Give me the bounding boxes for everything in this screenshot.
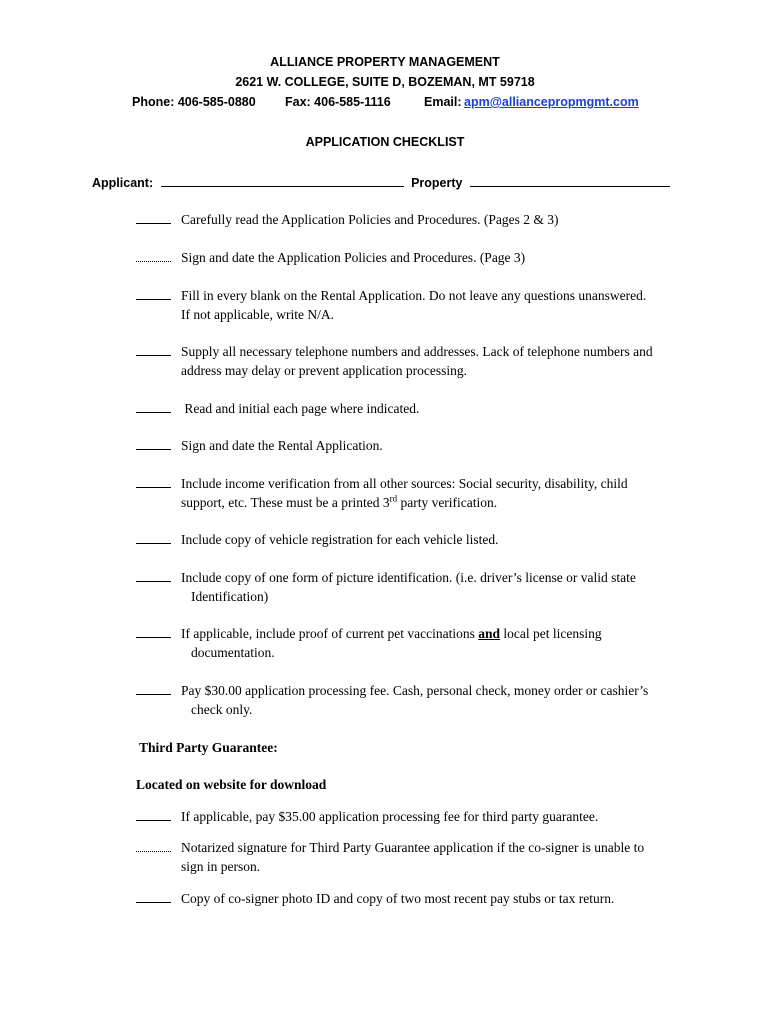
checklist-item — [136, 568, 696, 606]
checklist-item — [136, 530, 696, 549]
email-link[interactable]: apm@alliancepropmgmt.com — [464, 95, 639, 109]
property-label: Property — [411, 176, 463, 190]
item-text: Include copy of vehicle registration for each vehicle listed. — [181, 532, 499, 547]
checklist-item — [136, 474, 696, 512]
item-text-continued: Identification) — [191, 589, 269, 604]
check-blank[interactable] — [136, 851, 171, 852]
item-text: Sign and date the Rental Application. — [181, 438, 383, 453]
page-title: APPLICATION CHECKLIST — [305, 135, 465, 149]
company-address: 2621 W. COLLEGE, SUITE D, BOZEMAN, MT 59718 — [235, 75, 535, 89]
check-blank[interactable] — [136, 261, 171, 262]
item-text: Include copy of one form of picture identification. (i.e. driver’s license or valid state — [181, 570, 636, 585]
item-text: Fill in every blank on the Rental Application. Do not leave any questions unanswered. — [181, 288, 647, 303]
check-blank[interactable] — [136, 355, 171, 356]
check-blank[interactable] — [136, 223, 171, 224]
checklist-item — [136, 681, 696, 719]
applicant-label: Applicant: — [92, 176, 154, 190]
item-text: Supply all necessary telephone numbers and addresses. Lack of telephone numbers and — [181, 344, 653, 359]
item-text-continued: If not applicable, write N/A. — [181, 307, 334, 322]
check-blank[interactable] — [136, 694, 171, 695]
applicant-row — [92, 172, 670, 193]
guarantee-item — [136, 807, 696, 826]
check-blank[interactable] — [136, 581, 171, 582]
check-blank[interactable] — [136, 412, 171, 413]
item-text: Notarized signature for Third Party Guarantee application if the co-signer is unable to — [181, 840, 645, 855]
check-blank[interactable] — [136, 820, 171, 821]
item-text-continued: check only. — [191, 702, 253, 717]
item-text: If applicable, include proof of current pet vaccinations and local pet licensing — [181, 626, 602, 641]
item-text-continued: support, etc. These must be a printed 3rd party verification. — [181, 493, 498, 510]
item-text: If applicable, pay $35.00 application processing fee for third party guarantee. — [181, 809, 599, 824]
guarantee-item — [136, 889, 696, 908]
item-text: Carefully read the Application Policies and Procedures. (Pages 2 & 3) — [181, 212, 559, 227]
item-text-continued: address may delay or prevent application processing. — [181, 363, 468, 378]
item-text: Sign and date the Application Policies and Procedures. (Page 3) — [181, 250, 526, 265]
checklist-item — [136, 210, 696, 229]
checklist-item — [136, 286, 696, 324]
item-text: Include income verification from all other sources: Social security, disability, child — [181, 476, 628, 491]
fax-number: Fax: 406-585-1116 — [285, 95, 391, 109]
applicant-field[interactable] — [161, 172, 404, 187]
contact-line — [0, 92, 770, 112]
phone-number: Phone: 406-585-0880 — [132, 95, 256, 109]
check-blank[interactable] — [136, 449, 171, 450]
letterhead — [0, 52, 770, 112]
check-blank[interactable] — [136, 637, 171, 638]
download-note: Located on website for download — [136, 777, 327, 792]
item-text: Pay $30.00 application processing fee. Cash, personal check, money order or cashier’s — [181, 683, 649, 698]
item-text-continued: documentation. — [191, 645, 275, 660]
checklist-item — [136, 399, 696, 418]
item-text: Read and initial each page where indicated. — [181, 401, 420, 416]
company-name: ALLIANCE PROPERTY MANAGEMENT — [270, 55, 500, 69]
item-text: Copy of co-signer photo ID and copy of two most recent pay stubs or tax return. — [181, 891, 615, 906]
check-blank[interactable] — [136, 543, 171, 544]
checklist-item — [136, 624, 696, 662]
item-text-continued: sign in person. — [181, 859, 261, 874]
check-blank[interactable] — [136, 487, 171, 488]
guarantee-item — [136, 838, 696, 876]
check-blank[interactable] — [136, 902, 171, 903]
checklist-item — [136, 248, 696, 267]
email-label: Email: — [424, 95, 462, 109]
checklist-item — [136, 436, 696, 455]
third-party-heading: Third Party Guarantee: — [139, 740, 278, 755]
check-blank[interactable] — [136, 299, 171, 300]
property-field[interactable] — [470, 172, 670, 187]
checklist-item — [136, 342, 696, 380]
